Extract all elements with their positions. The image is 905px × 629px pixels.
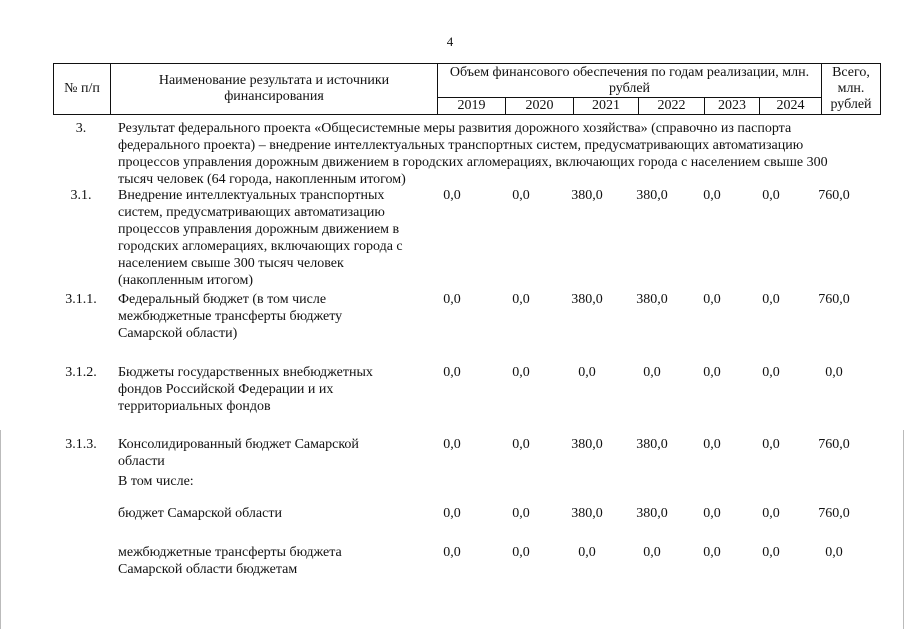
value-2019: 0,0 — [443, 292, 461, 307]
row-name: Федеральный бюджет (в том числе межбюджетные трансферты бюджету Самарской области) — [118, 292, 343, 341]
row-subtitle: В том числе: — [118, 474, 194, 489]
header-year: 2023 — [705, 98, 760, 115]
header-year: 2022 — [639, 98, 705, 115]
value-total: 760,0 — [818, 506, 850, 521]
header-year: 2019 — [438, 98, 506, 115]
row-name: бюджет Самарской области — [118, 506, 282, 521]
value-2022: 380,0 — [636, 437, 668, 452]
section-description: Результат федерального проекта «Общесистемные меры развития дорожного хозяйства» (справочно из паспорта федерального проекта) – внедрение интеллектуальных транспортных систем, предусматривающих автоматизацию процессов управления дорожным движением в городских агломерациях, включающих города с населением свыше 300 тысяч человек (64 города, накопленным итогом) — [118, 121, 828, 187]
value-2020: 0,0 — [512, 437, 530, 452]
value-2019: 0,0 — [443, 545, 461, 560]
value-2023: 0,0 — [703, 437, 721, 452]
header-year: 2020 — [506, 98, 574, 115]
row-name: Бюджеты государственных внебюджетных фондов Российской Федерации и их территориальных фондов — [118, 365, 373, 414]
value-2023: 0,0 — [703, 506, 721, 521]
value-2020: 0,0 — [512, 365, 530, 380]
header-col-name: Наименование результата и источники финансирования — [111, 64, 438, 115]
row-name: Консолидированный бюджет Самарской области — [118, 437, 359, 469]
value-2020: 0,0 — [512, 506, 530, 521]
value-2023: 0,0 — [703, 188, 721, 203]
header-col-number: № п/п — [54, 64, 111, 115]
scan-edge-right — [903, 430, 904, 629]
value-2021: 0,0 — [578, 365, 596, 380]
value-2021: 380,0 — [571, 437, 603, 452]
value-2019: 0,0 — [443, 188, 461, 203]
value-2023: 0,0 — [703, 292, 721, 307]
value-2021: 0,0 — [578, 545, 596, 560]
header-col-total: Всего, млн. рублей — [822, 64, 881, 115]
value-2024: 0,0 — [762, 437, 780, 452]
value-total: 760,0 — [818, 437, 850, 452]
value-2023: 0,0 — [703, 365, 721, 380]
scan-edge-left — [0, 430, 1, 629]
table-header — [53, 63, 881, 115]
value-2019: 0,0 — [443, 365, 461, 380]
value-2024: 0,0 — [762, 292, 780, 307]
value-total: 0,0 — [825, 545, 843, 560]
row-number: 3.1.3. — [65, 437, 97, 452]
row-name: межбюджетные трансферты бюджета Самарской области бюджетам — [118, 545, 342, 577]
value-2022: 380,0 — [636, 188, 668, 203]
value-2020: 0,0 — [512, 292, 530, 307]
header-col-funding: Объем финансового обеспечения по годам реализации, млн. рублей — [438, 64, 822, 98]
section-number: 3. — [75, 121, 87, 136]
value-2021: 380,0 — [571, 188, 603, 203]
value-2019: 0,0 — [443, 437, 461, 452]
value-2021: 380,0 — [571, 292, 603, 307]
row-number: 3.1.2. — [65, 365, 97, 380]
value-2024: 0,0 — [762, 506, 780, 521]
row-number: 3.1. — [70, 188, 92, 203]
value-total: 0,0 — [825, 365, 843, 380]
value-2020: 0,0 — [512, 188, 530, 203]
value-2024: 0,0 — [762, 365, 780, 380]
header-year: 2024 — [760, 98, 822, 115]
value-2022: 380,0 — [636, 506, 668, 521]
row-name: Внедрение интеллектуальных транспортных систем, предусматривающих автоматизацию процессов управления дорожным движением в городских агломерациях, включающих города с населением свыше 300 тысяч человек (накопленным итогом) — [118, 188, 403, 288]
value-2021: 380,0 — [571, 506, 603, 521]
page-number: 4 — [446, 34, 454, 49]
value-2019: 0,0 — [443, 506, 461, 521]
value-2024: 0,0 — [762, 188, 780, 203]
row-number: 3.1.1. — [65, 292, 97, 307]
value-2022: 0,0 — [643, 365, 661, 380]
value-2022: 0,0 — [643, 545, 661, 560]
value-total: 760,0 — [818, 188, 850, 203]
header-year: 2021 — [574, 98, 639, 115]
value-2020: 0,0 — [512, 545, 530, 560]
value-2023: 0,0 — [703, 545, 721, 560]
value-2024: 0,0 — [762, 545, 780, 560]
value-2022: 380,0 — [636, 292, 668, 307]
value-total: 760,0 — [818, 292, 850, 307]
